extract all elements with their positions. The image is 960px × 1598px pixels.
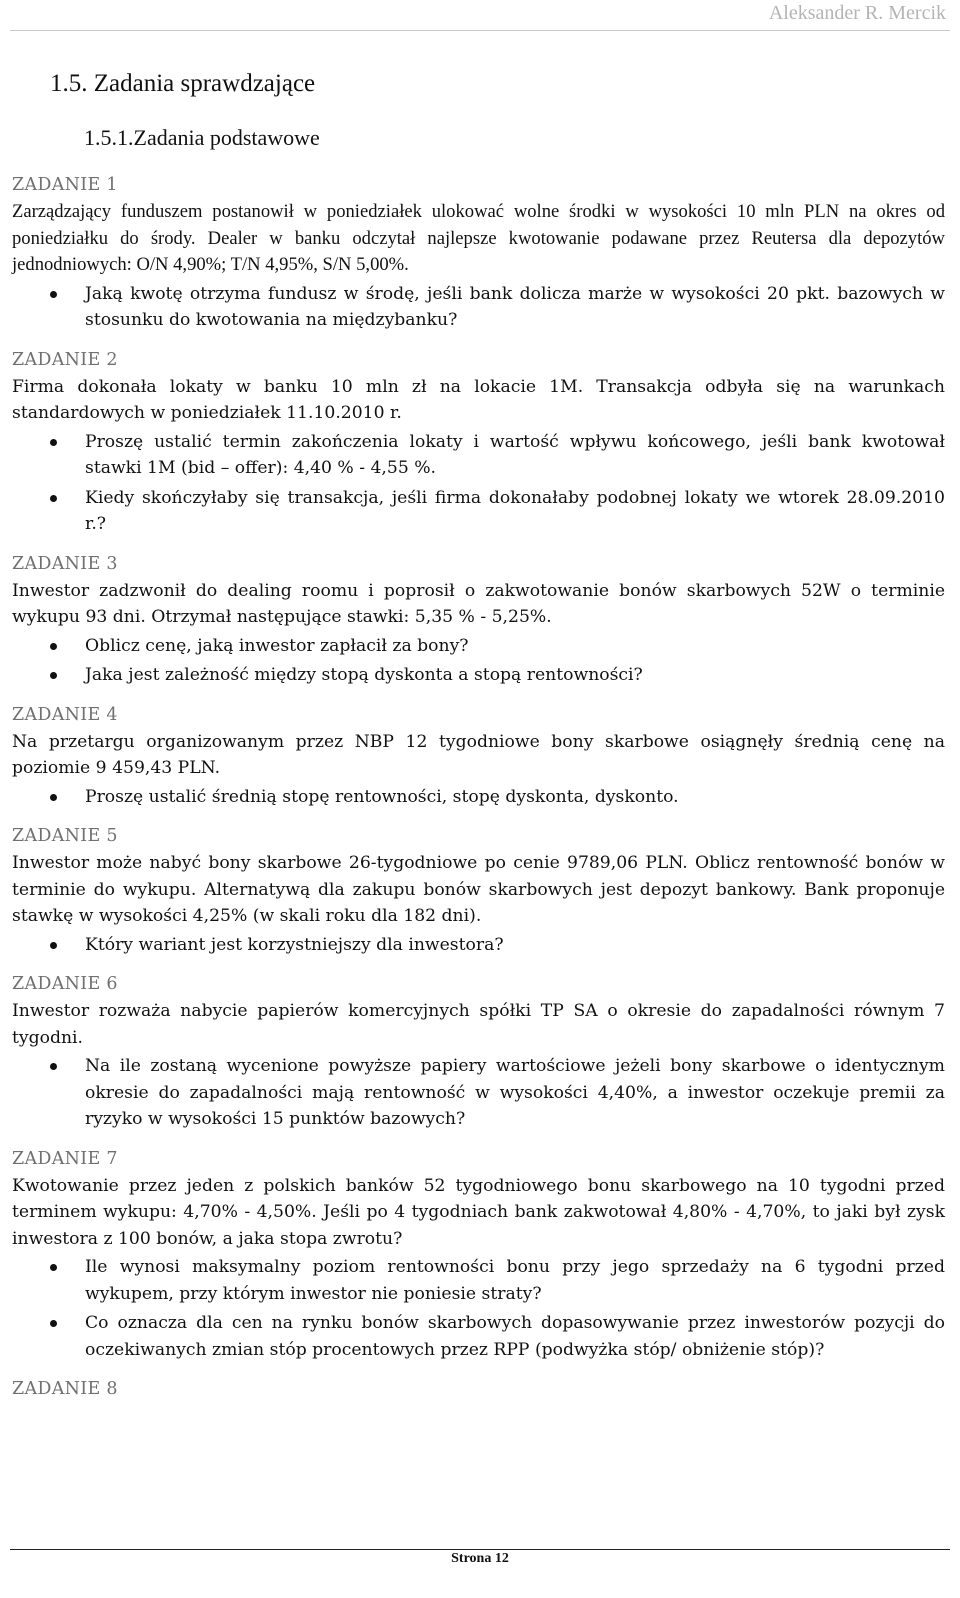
task-bullets	[12, 1254, 945, 1363]
bullet-text: Jaką kwotę otrzyma fundusz w środę, jeśli bank dolicza marże w wysokości 20 pkt. bazowych w stosunku do kwotowania na międzybanku?	[85, 283, 945, 330]
task-text: Kwotowanie przez jeden z polskich banków 52 tygodniowego bonu skarbowego na 10 tygodni przed terminem wykupu: 4,70% - 4,50%. Jeśli po 4 tygodniach bank zakwotował 4,80% - 4,70%, to jaki był zysk inwestora z 100 bonów, a jaka stopa zwrotu?	[12, 1175, 945, 1249]
task-bullets	[12, 1053, 945, 1133]
bullet-icon	[50, 1063, 57, 1070]
bullet-icon	[50, 794, 57, 801]
task-heading: ZADANIE 3	[12, 553, 118, 574]
bullet-item	[12, 1254, 945, 1307]
task-3	[12, 551, 945, 689]
bullet-text: Na ile zostaną wycenione powyższe papiery wartościowe jeżeli bony skarbowe o identycznym okresie do zapadalności mają rentowność w wysokości 4,40%, a inwestor oczekuje premii za ryzyko w wysokości 15 punktów bazowych?	[85, 1056, 945, 1129]
bullet-item	[12, 633, 945, 660]
bullet-icon	[50, 643, 57, 650]
bullet-icon	[50, 1264, 57, 1271]
tasks-content	[12, 172, 945, 1416]
task-heading: ZADANIE 5	[12, 826, 118, 846]
task-4	[12, 702, 945, 811]
bullet-item	[12, 485, 945, 538]
task-5	[12, 823, 945, 958]
task-heading: ZADANIE 1	[12, 175, 118, 195]
bullet-item	[12, 281, 945, 334]
task-7	[12, 1146, 945, 1364]
bullet-icon	[50, 672, 57, 679]
header-author: Aleksander R. Mercik	[768, 2, 946, 24]
page-number: Strona 12	[451, 1551, 509, 1566]
task-text: Zarządzający funduszem postanowił w poniedziałek ulokować wolne środki w wysokości 10 mln PLN na okres od poniedziałku do środy. Dealer w banku odczytał najlepsze kwotowanie podawane przez Reutersa dla depozytów jednodniowych: O/N 4,90%; T/N 4,95%, S/N 5,00%.	[12, 201, 945, 275]
task-bullets	[12, 784, 945, 811]
task-bullets	[12, 429, 945, 538]
bullet-text: Który wariant jest korzystniejszy dla inwestora?	[85, 934, 504, 955]
task-bullets	[12, 932, 945, 959]
bullet-icon	[50, 942, 57, 949]
bullet-item	[12, 662, 945, 689]
subsection-title: 1.5.1.Zadania podstawowe	[84, 125, 320, 150]
bullet-text: Proszę ustalić średnią stopę rentowności, stopę dyskonta, dyskonto.	[85, 786, 679, 807]
task-text: Na przetargu organizowanym przez NBP 12 tygodniowe bony skarbowe osiągnęły średnią cenę na poziomie 9 459,43 PLN.	[12, 731, 945, 778]
bullet-icon	[50, 291, 57, 298]
footer-divider	[10, 1549, 950, 1550]
bullet-icon	[50, 1320, 57, 1327]
task-bullets	[12, 281, 945, 334]
bullet-text: Ile wynosi maksymalny poziom rentowności bonu przy jego sprzedaży na 6 tygodni przed wykupem, przy którym inwestor nie poniesie straty?	[85, 1257, 945, 1304]
bullet-item	[12, 429, 945, 482]
task-bullets	[12, 633, 945, 689]
task-heading: ZADANIE 8	[12, 1379, 118, 1399]
task-text: Inwestor zadzwonił do dealing roomu i poprosił o zakwotowanie bonów skarbowych 52W o terminie wykupu 93 dni. Otrzymał następujące stawki: 5,35 % - 5,25%.	[12, 580, 945, 627]
bullet-item	[12, 784, 945, 811]
task-2	[12, 347, 945, 538]
task-text: Inwestor może nabyć bony skarbowe 26-tygodniowe po cenie 9789,06 PLN. Oblicz rentowność bonów w terminie do wykupu. Alternatywą dla zakupu bonów skarbowych jest depozyt bankowy. Bank proponuje stawkę w wysokości 4,25% (w skali roku dla 182 dni).	[12, 853, 945, 926]
task-8	[12, 1376, 945, 1403]
bullet-text: Oblicz cenę, jaką inwestor zapłacił za bony?	[85, 635, 469, 656]
task-heading: ZADANIE 4	[12, 704, 118, 725]
bullet-icon	[50, 439, 57, 446]
bullet-text: Kiedy skończyłaby się transakcja, jeśli firma dokonałaby podobnej lokaty we wtorek 28.09.2010 r.?	[85, 487, 945, 534]
bullet-icon	[50, 495, 57, 502]
header-divider	[10, 30, 950, 31]
task-heading: ZADANIE 6	[12, 974, 118, 994]
bullet-text: Jaka jest zależność między stopą dyskonta a stopą rentowności?	[85, 665, 643, 685]
task-text: Inwestor rozważa nabycie papierów komercyjnych spółki TP SA o okresie do zapadalności równym 7 tygodni.	[12, 1001, 945, 1048]
bullet-item	[12, 1310, 945, 1363]
section-title: 1.5. Zadania sprawdzające	[50, 70, 316, 97]
task-heading: ZADANIE 2	[12, 349, 118, 370]
task-heading: ZADANIE 7	[12, 1148, 118, 1169]
bullet-item	[12, 1053, 945, 1133]
task-1	[12, 172, 945, 334]
bullet-text: Co oznacza dla cen na rynku bonów skarbowych dopasowywanie przez inwestorów pozycji do oczekiwanych zmian stóp procentowych przez RPP (podwyżka stóp/ obniżenie stóp)?	[85, 1313, 945, 1360]
task-6	[12, 971, 945, 1133]
task-text: Firma dokonała lokaty w banku 10 mln zł na lokacie 1M. Transakcja odbyła się na warunkach standardowych w poniedziałek 11.10.2010 r.	[12, 376, 945, 423]
bullet-item	[12, 932, 945, 959]
bullet-text: Proszę ustalić termin zakończenia lokaty i wartość wpływu końcowego, jeśli bank kwotował stawki 1M (bid – offer): 4,40 % - 4,55 %.	[85, 431, 945, 478]
